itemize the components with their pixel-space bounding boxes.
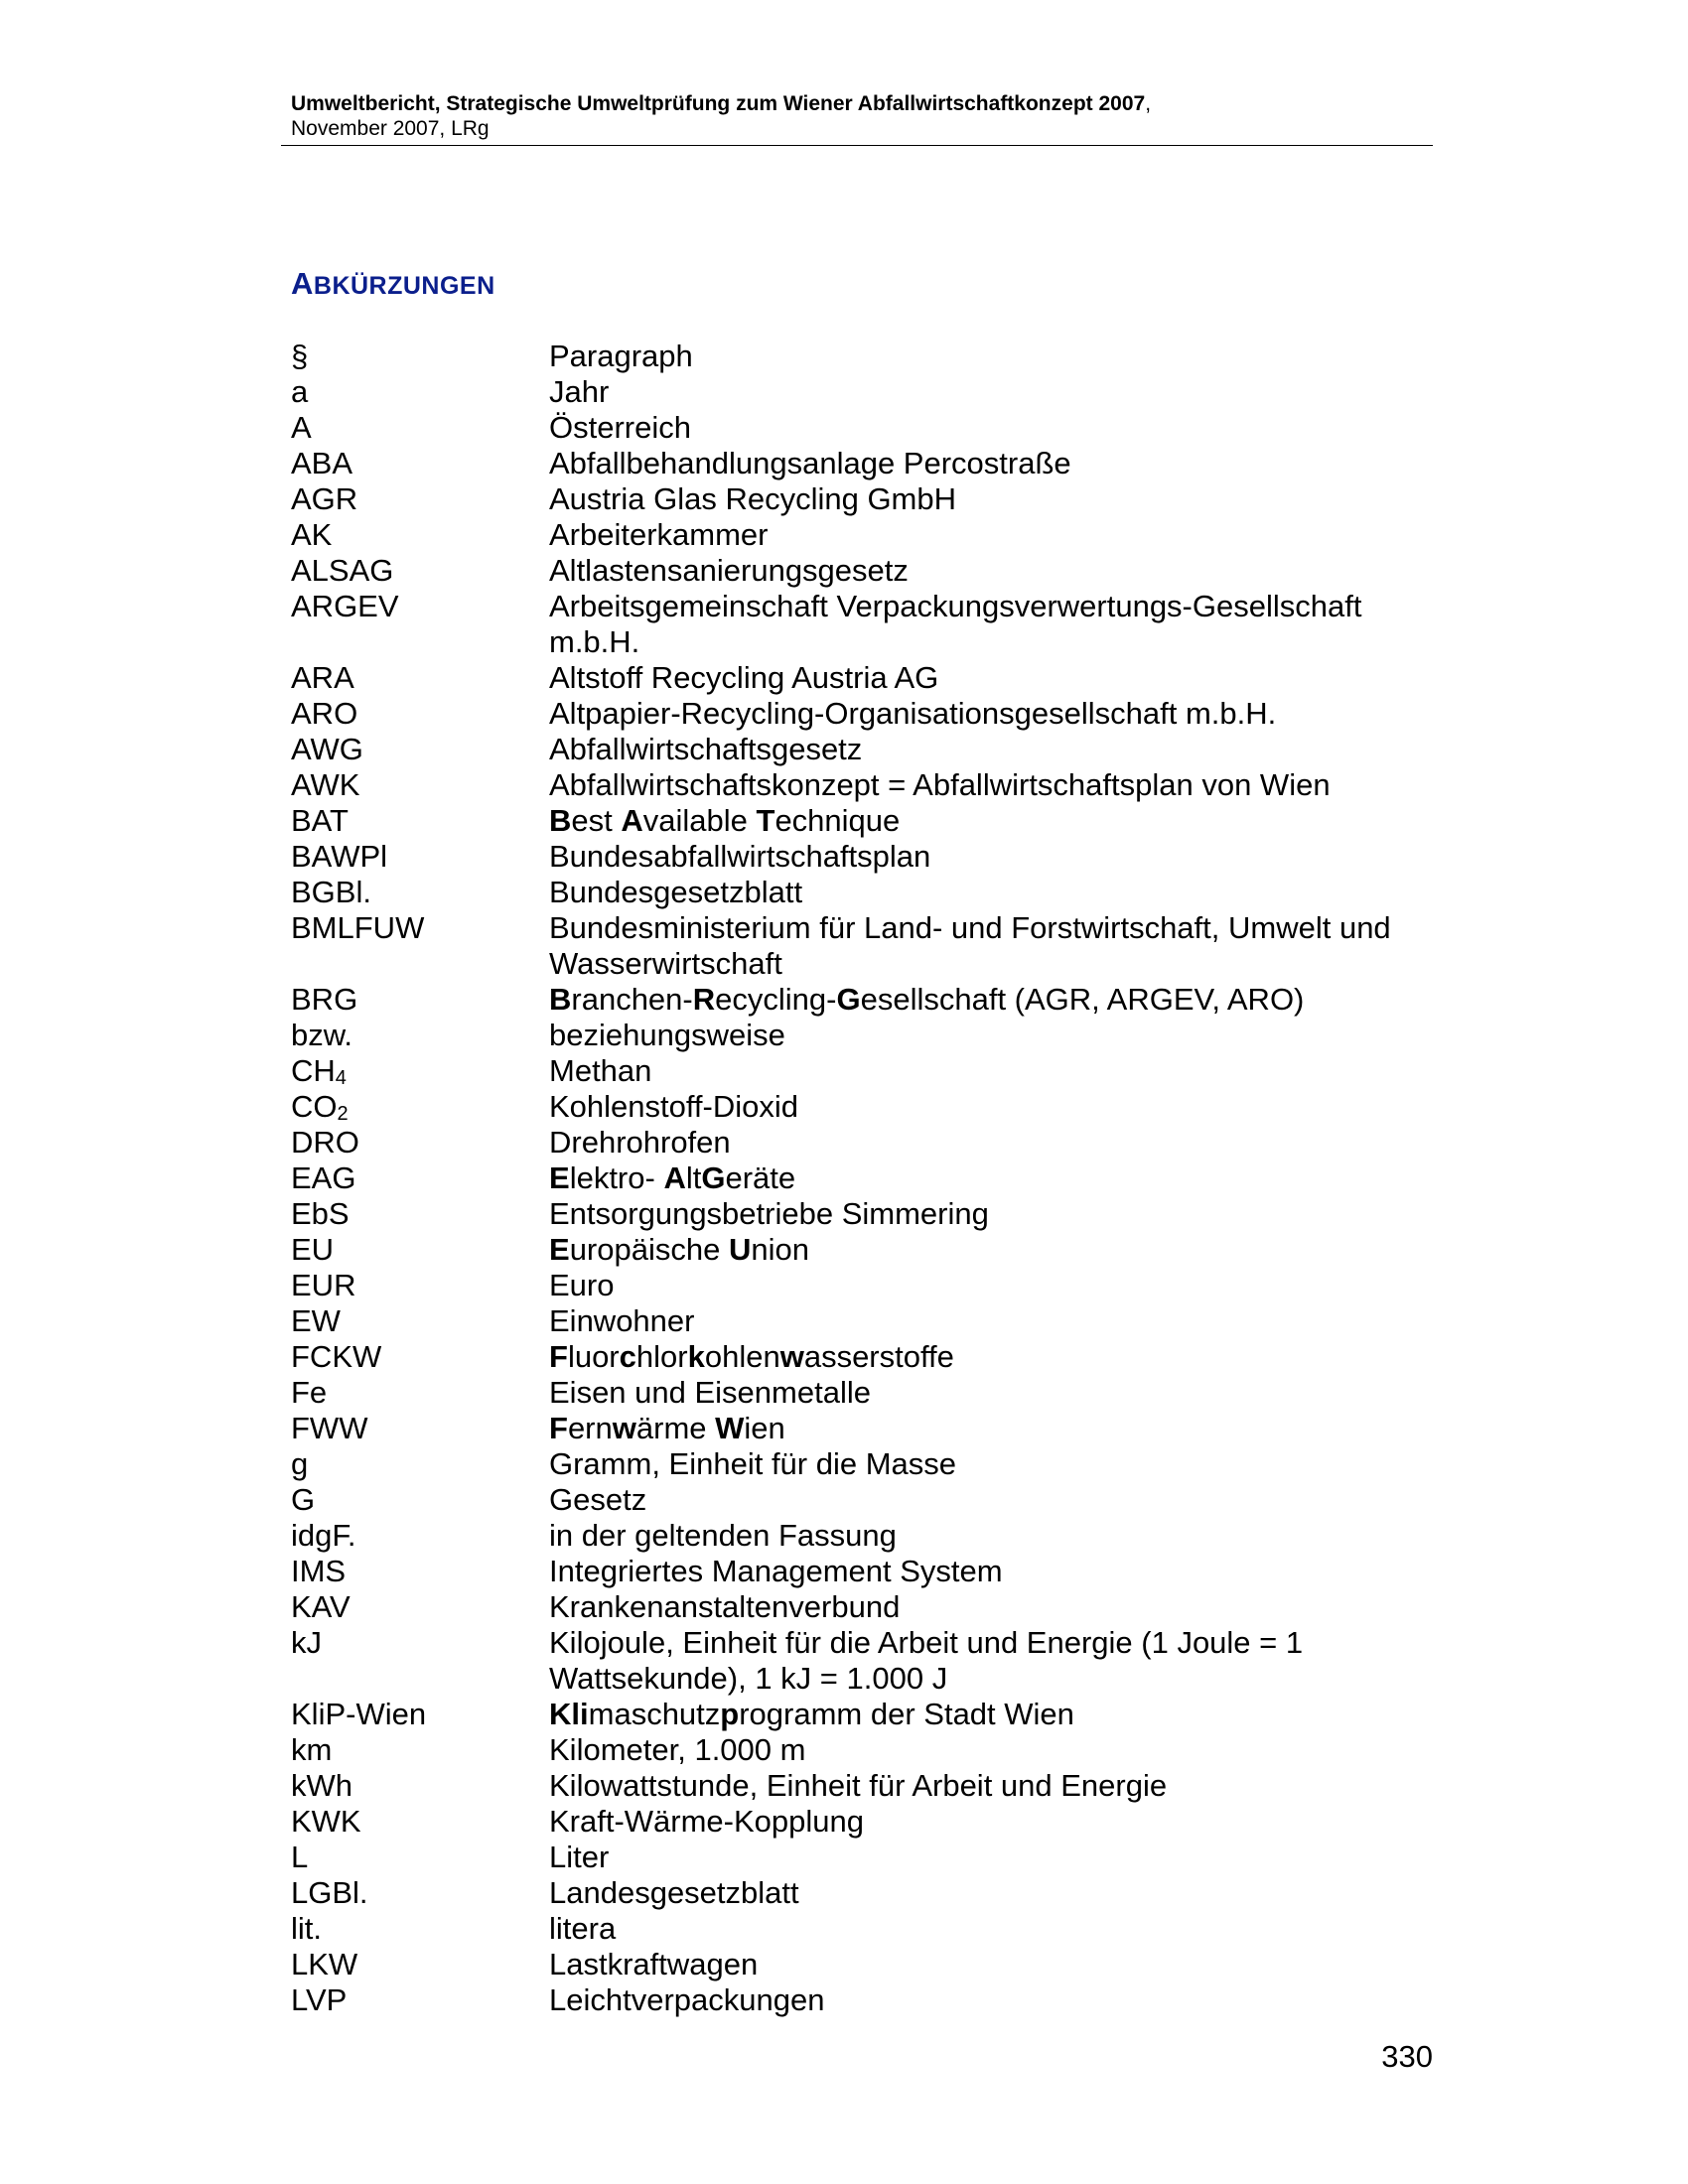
abbreviation-term — [291, 339, 549, 374]
definition-bold-segment: R — [692, 982, 716, 1017]
abbreviation-term-text: EbS — [291, 1196, 350, 1231]
abbreviation-row — [291, 982, 1433, 1018]
definition-segment: Altstoff Recycling Austria AG — [549, 660, 939, 695]
abbreviation-term-text: CO — [291, 1089, 338, 1124]
abbreviation-definition — [549, 553, 1433, 589]
header-rule — [281, 145, 1433, 146]
abbreviation-term — [291, 839, 549, 875]
definition-segment: Kilometer, 1.000 m — [549, 1732, 806, 1767]
section-title-rest: BKÜRZUNGEN — [313, 272, 495, 300]
abbreviation-row — [291, 1840, 1433, 1875]
abbreviation-term — [291, 1518, 549, 1554]
abbreviation-term — [291, 1018, 549, 1053]
abbreviation-term — [291, 767, 549, 803]
abbreviation-term-text: g — [291, 1446, 309, 1481]
abbreviation-term-text: Fe — [291, 1375, 328, 1410]
abbreviation-term-text: AWG — [291, 732, 363, 766]
abbreviation-term-text: LKW — [291, 1947, 358, 1981]
definition-segment: ranchen- — [571, 982, 693, 1017]
definition-segment: esellschaft (AGR, ARGEV, ARO) — [860, 982, 1305, 1017]
abbreviation-term — [291, 1196, 549, 1232]
abbreviation-row — [291, 1089, 1433, 1125]
definition-segment: Kilojoule, Einheit für die Arbeit und Energie (1 Joule = 1 Wattsekunde), 1 kJ = 1.000 J — [549, 1625, 1304, 1696]
page-header — [291, 91, 1433, 141]
abbreviation-term — [291, 982, 549, 1018]
definition-segment: Gramm, Einheit für die Masse — [549, 1446, 957, 1481]
abbreviation-row — [291, 410, 1433, 446]
abbreviation-row — [291, 1411, 1433, 1446]
definition-segment: Arbeitsgemeinschaft Verpackungsverwertungs-Gesellschaft m.b.H. — [549, 589, 1362, 659]
abbreviation-term-text: idgF. — [291, 1518, 356, 1553]
abbreviation-definition — [549, 1589, 1433, 1625]
abbreviation-term — [291, 1875, 549, 1911]
abbreviation-definition — [549, 732, 1433, 767]
definition-segment: est — [571, 803, 622, 838]
abbreviation-term-text: ALSAG — [291, 553, 394, 588]
definition-segment: in der geltenden Fassung — [549, 1518, 897, 1553]
abbreviation-definition — [549, 1411, 1433, 1446]
abbreviation-term — [291, 1339, 549, 1375]
definition-segment: Altpapier-Recycling-Organisationsgesellschaft m.b.H. — [549, 696, 1277, 731]
definition-segment: ien — [744, 1411, 785, 1445]
abbreviation-term-subscript: 4 — [335, 1067, 347, 1089]
definition-segment: maschutz — [588, 1697, 721, 1731]
abbreviation-definition — [549, 1446, 1433, 1482]
definition-segment: Paragraph — [549, 339, 693, 373]
abbreviation-definition — [549, 1196, 1433, 1232]
abbreviation-term-text: BMLFUW — [291, 910, 425, 945]
abbreviation-term — [291, 732, 549, 767]
definition-segment: Bundesabfallwirtschaftsplan — [549, 839, 931, 874]
abbreviation-definition — [549, 696, 1433, 732]
abbreviation-term — [291, 1911, 549, 1947]
definition-bold-segment: A — [663, 1160, 686, 1195]
abbreviation-term — [291, 1947, 549, 1982]
abbreviation-row — [291, 1625, 1433, 1697]
abbreviation-term — [291, 1303, 549, 1339]
abbreviation-row — [291, 767, 1433, 803]
abbreviation-row — [291, 839, 1433, 875]
abbreviation-term-text: CH — [291, 1053, 336, 1088]
abbreviation-term-text: AK — [291, 517, 333, 552]
definition-segment: Krankenanstaltenverbund — [549, 1589, 901, 1624]
definition-segment: Kraft-Wärme-Kopplung — [549, 1804, 865, 1839]
definition-segment: lektro- — [569, 1160, 664, 1195]
abbreviation-definition — [549, 1018, 1433, 1053]
definition-segment: Leichtverpackungen — [549, 1982, 825, 2017]
abbreviation-definition — [549, 1732, 1433, 1768]
abbreviation-definition — [549, 1303, 1433, 1339]
definition-segment: ohlen — [704, 1339, 780, 1374]
abbreviation-term — [291, 1697, 549, 1732]
abbreviation-definition — [549, 1518, 1433, 1554]
abbreviation-term — [291, 1125, 549, 1160]
abbreviation-term-text: ARA — [291, 660, 354, 695]
definition-segment: Euro — [549, 1268, 615, 1302]
abbreviation-row — [291, 1446, 1433, 1482]
abbreviation-definition — [549, 660, 1433, 696]
abbreviation-term — [291, 1160, 549, 1196]
definition-segment: Integriertes Management System — [549, 1554, 1003, 1588]
abbreviation-row — [291, 446, 1433, 481]
abbreviation-term-text: BRG — [291, 982, 358, 1017]
definition-segment: Methan — [549, 1053, 652, 1088]
abbreviation-term-text: L — [291, 1840, 309, 1874]
abbreviation-definition — [549, 1554, 1433, 1589]
abbreviation-row — [291, 339, 1433, 374]
abbreviation-definition — [549, 589, 1433, 660]
definition-segment: nion — [751, 1232, 809, 1267]
abbreviation-term — [291, 1804, 549, 1840]
definition-bold-segment: F — [549, 1411, 568, 1445]
abbreviation-term — [291, 875, 549, 910]
abbreviation-row — [291, 1697, 1433, 1732]
abbreviation-definition — [549, 1089, 1433, 1125]
abbreviation-term-text: EW — [291, 1303, 341, 1338]
abbreviation-definition — [549, 1840, 1433, 1875]
abbreviation-row — [291, 1732, 1433, 1768]
abbreviation-term-text: KWK — [291, 1804, 361, 1839]
definition-bold-segment: w — [612, 1411, 636, 1445]
definition-segment: Gesetz — [549, 1482, 647, 1517]
abbreviation-row — [291, 803, 1433, 839]
abbreviation-term — [291, 1232, 549, 1268]
abbreviation-term — [291, 660, 549, 696]
abbreviation-row — [291, 1589, 1433, 1625]
abbreviation-term — [291, 1446, 549, 1482]
abbreviation-term — [291, 696, 549, 732]
abbreviation-term-text: lit. — [291, 1911, 322, 1946]
header-title: Umweltbericht, Strategische Umweltprüfung zum Wiener Abfallwirtschaftkonzept 2007 — [291, 92, 1146, 115]
abbreviation-definition — [549, 339, 1433, 374]
definition-segment: Kilowattstunde, Einheit für Arbeit und Energie — [549, 1768, 1168, 1803]
definition-bold-segment: k — [687, 1339, 705, 1374]
definition-segment: Bundesministerium für Land- und Forstwirtschaft, Umwelt und Wasserwirtschaft — [549, 910, 1391, 981]
abbreviation-term — [291, 517, 549, 553]
abbreviation-row — [291, 910, 1433, 982]
definition-segment: Landesgesetzblatt — [549, 1875, 799, 1910]
abbreviation-term-text: EUR — [291, 1268, 356, 1302]
definition-segment: Einwohner — [549, 1303, 695, 1338]
abbreviation-definition — [549, 875, 1433, 910]
abbreviation-term-text: A — [291, 410, 312, 445]
abbreviation-definition — [549, 446, 1433, 481]
abbreviation-definition — [549, 410, 1433, 446]
definition-bold-segment: E — [549, 1160, 570, 1195]
definition-segment: Abfallwirtschaftsgesetz — [549, 732, 863, 766]
definition-segment: ärme — [635, 1411, 716, 1445]
abbreviation-term — [291, 481, 549, 517]
abbreviation-term — [291, 1768, 549, 1804]
abbreviation-definition — [549, 1232, 1433, 1268]
abbreviation-term — [291, 910, 549, 982]
definition-segment: rogramm der Stadt Wien — [739, 1697, 1074, 1731]
definition-bold-segment: B — [549, 803, 572, 838]
abbreviation-definition — [549, 803, 1433, 839]
definition-segment: Arbeiterkammer — [549, 517, 769, 552]
abbreviation-row — [291, 1768, 1433, 1804]
abbreviation-row — [291, 1911, 1433, 1947]
abbreviation-term-text: ARGEV — [291, 589, 399, 623]
abbreviation-term — [291, 553, 549, 589]
definition-segment: Eisen und Eisenmetalle — [549, 1375, 871, 1410]
abbreviation-row — [291, 1982, 1433, 2018]
definition-segment: Abfallbehandlungsanlage Percostraße — [549, 446, 1071, 480]
abbreviation-term-text: kJ — [291, 1625, 322, 1660]
abbreviation-row — [291, 1518, 1433, 1554]
definition-bold-segment: w — [779, 1339, 804, 1374]
abbreviation-definition — [549, 1982, 1433, 2018]
definition-bold-segment: c — [619, 1339, 636, 1374]
definition-segment: eräte — [725, 1160, 796, 1195]
abbreviation-term-text: AGR — [291, 481, 358, 516]
abbreviation-term-text: BAT — [291, 803, 349, 838]
definition-segment: hlor — [635, 1339, 688, 1374]
abbreviation-term-text: LVP — [291, 1982, 348, 2017]
abbreviation-definition — [549, 1125, 1433, 1160]
abbreviation-row — [291, 1232, 1433, 1268]
abbreviation-row — [291, 1196, 1433, 1232]
abbreviation-definition — [549, 1875, 1433, 1911]
definition-segment: Drehrohrofen — [549, 1125, 731, 1160]
abbreviation-term-text: KAV — [291, 1589, 351, 1624]
abbreviation-row — [291, 1375, 1433, 1411]
abbreviation-term — [291, 1625, 549, 1697]
definition-segment: asserstoffe — [803, 1339, 954, 1374]
abbreviation-row — [291, 1339, 1433, 1375]
abbreviation-row — [291, 1160, 1433, 1196]
abbreviation-term-text: DRO — [291, 1125, 359, 1160]
definition-segment: uropäische — [569, 1232, 729, 1267]
abbreviation-term-text: bzw. — [291, 1018, 353, 1052]
abbreviation-term-text: kWh — [291, 1768, 352, 1803]
abbreviation-term — [291, 374, 549, 410]
header-title-line — [291, 91, 1433, 116]
abbreviation-definition — [549, 1339, 1433, 1375]
definition-segment: Liter — [549, 1840, 610, 1874]
abbreviation-term-text: FWW — [291, 1411, 368, 1445]
abbreviation-row — [291, 1554, 1433, 1589]
abbreviation-definition — [549, 1053, 1433, 1089]
abbreviation-definition — [549, 1268, 1433, 1303]
definition-segment: Austria Glas Recycling GmbH — [549, 481, 957, 516]
definition-segment: Abfallwirtschaftskonzept = Abfallwirtschaftsplan von Wien — [549, 767, 1331, 802]
abbreviation-term-text: a — [291, 374, 309, 409]
section-title — [291, 266, 495, 302]
abbreviation-row — [291, 1482, 1433, 1518]
abbreviation-definition — [549, 767, 1433, 803]
definition-segment: echnique — [774, 803, 901, 838]
abbreviation-term — [291, 1411, 549, 1446]
abbreviation-row — [291, 875, 1433, 910]
abbreviation-row — [291, 660, 1433, 696]
abbreviation-definition — [549, 982, 1433, 1018]
abbreviation-term — [291, 1053, 549, 1089]
abbreviation-term — [291, 803, 549, 839]
abbreviation-row — [291, 696, 1433, 732]
abbreviation-definition — [549, 1697, 1433, 1732]
definition-bold-segment: F — [549, 1339, 568, 1374]
abbreviation-definition — [549, 1375, 1433, 1411]
abbreviation-term — [291, 1732, 549, 1768]
abbreviation-definition — [549, 1768, 1433, 1804]
abbreviation-term-text: ARO — [291, 696, 358, 731]
abbreviation-term-text: LGBl. — [291, 1875, 368, 1910]
abbreviation-term-text: IMS — [291, 1554, 347, 1588]
abbreviation-row — [291, 1804, 1433, 1840]
abbreviation-definition — [549, 1804, 1433, 1840]
abbreviation-term — [291, 1589, 549, 1625]
definition-bold-segment: A — [621, 803, 643, 838]
abbreviation-definition — [549, 1482, 1433, 1518]
abbreviation-row — [291, 1018, 1433, 1053]
abbreviation-row — [291, 1947, 1433, 1982]
definition-segment: beziehungsweise — [549, 1018, 785, 1052]
header-subtitle: November 2007, LRg — [291, 117, 490, 140]
definition-segment: litera — [549, 1911, 617, 1946]
definition-segment: Österreich — [549, 410, 691, 445]
definition-segment: ern — [567, 1411, 613, 1445]
definition-segment: Entsorgungsbetriebe Simmering — [549, 1196, 989, 1231]
definition-bold-segment: U — [728, 1232, 752, 1267]
abbreviation-row — [291, 589, 1433, 660]
definition-segment: Altlastensanierungsgesetz — [549, 553, 909, 588]
abbreviation-row — [291, 481, 1433, 517]
abbreviation-term-text: BGBl. — [291, 875, 371, 909]
definition-bold-segment: G — [836, 982, 861, 1017]
abbreviation-row — [291, 1125, 1433, 1160]
abbreviation-row — [291, 1875, 1433, 1911]
section-title-initial: A — [291, 266, 314, 301]
abbreviation-term-text: EAG — [291, 1160, 356, 1195]
abbreviation-definition — [549, 374, 1433, 410]
abbreviation-row — [291, 1268, 1433, 1303]
definition-segment: Lastkraftwagen — [549, 1947, 759, 1981]
definition-segment: luor — [567, 1339, 620, 1374]
abbreviation-list — [291, 339, 1433, 2018]
definition-bold-segment: p — [720, 1697, 740, 1731]
abbreviation-row — [291, 517, 1433, 553]
abbreviation-term — [291, 589, 549, 660]
abbreviation-term — [291, 1268, 549, 1303]
abbreviation-definition — [549, 1911, 1433, 1947]
definition-bold-segment: G — [701, 1160, 726, 1195]
abbreviation-term — [291, 410, 549, 446]
abbreviation-term — [291, 1482, 549, 1518]
definition-bold-segment: W — [715, 1411, 745, 1445]
abbreviation-term-text: BAWPl — [291, 839, 388, 874]
abbreviation-term-text: § — [291, 339, 309, 373]
abbreviation-term-text: km — [291, 1732, 333, 1767]
abbreviation-definition — [549, 1160, 1433, 1196]
abbreviation-definition — [549, 839, 1433, 875]
abbreviation-definition — [549, 517, 1433, 553]
abbreviation-term-text: KliP-Wien — [291, 1697, 427, 1731]
abbreviation-definition — [549, 481, 1433, 517]
abbreviation-term — [291, 1375, 549, 1411]
abbreviation-row — [291, 1053, 1433, 1089]
definition-segment: Bundesgesetzblatt — [549, 875, 803, 909]
abbreviation-term — [291, 1554, 549, 1589]
abbreviation-term-text: EU — [291, 1232, 335, 1267]
definition-bold-segment: Kli — [549, 1697, 589, 1731]
abbreviation-term-text: G — [291, 1482, 316, 1517]
header-comma: , — [1145, 92, 1152, 115]
abbreviation-term — [291, 446, 549, 481]
abbreviation-term-text: FCKW — [291, 1339, 382, 1374]
abbreviation-term-text: ABA — [291, 446, 353, 480]
abbreviation-definition — [549, 1625, 1433, 1697]
abbreviation-term-subscript: 2 — [337, 1103, 349, 1125]
abbreviation-row — [291, 553, 1433, 589]
abbreviation-term-text: AWK — [291, 767, 360, 802]
abbreviation-row — [291, 1303, 1433, 1339]
abbreviation-definition — [549, 910, 1433, 982]
abbreviation-term — [291, 1089, 549, 1125]
abbreviation-row — [291, 732, 1433, 767]
definition-segment: Kohlenstoff-Dioxid — [549, 1089, 799, 1124]
definition-bold-segment: B — [549, 982, 572, 1017]
abbreviation-row — [291, 374, 1433, 410]
definition-segment: Jahr — [549, 374, 610, 409]
definition-segment: lt — [685, 1160, 702, 1195]
abbreviation-term — [291, 1982, 549, 2018]
abbreviation-definition — [549, 1947, 1433, 1982]
definition-bold-segment: T — [756, 803, 775, 838]
definition-segment: vailable — [642, 803, 757, 838]
definition-bold-segment: E — [549, 1232, 570, 1267]
page-number: 330 — [1381, 2039, 1433, 2074]
abbreviation-term — [291, 1840, 549, 1875]
definition-segment: ecycling- — [715, 982, 837, 1017]
